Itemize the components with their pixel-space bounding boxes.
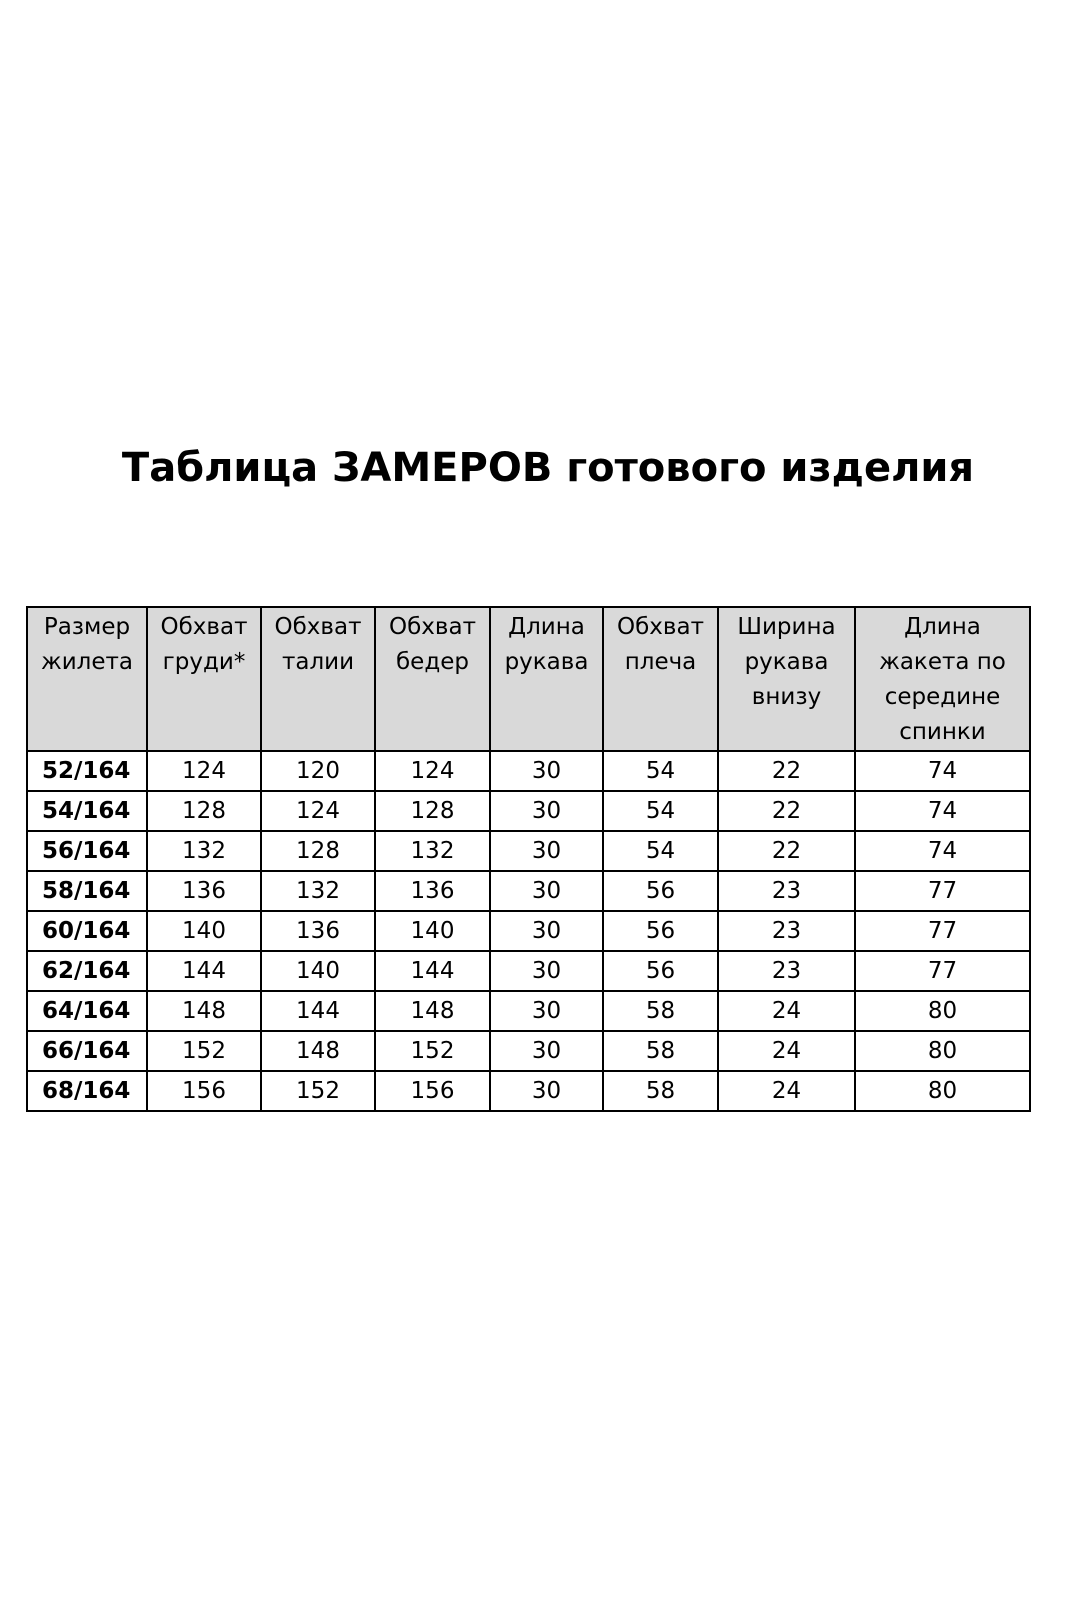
table-cell: 124	[147, 751, 261, 791]
column-header-line: плеча	[624, 649, 697, 675]
column-header-line: жакета по	[879, 649, 1006, 675]
table-row	[27, 911, 1030, 951]
column-header-line: жилета	[40, 649, 133, 675]
table-cell: 148	[147, 991, 261, 1031]
column-header-line: талии	[281, 649, 355, 675]
table-cell: 152	[147, 1031, 261, 1071]
table-cell: 144	[147, 951, 261, 991]
table-cell: 56	[603, 951, 718, 991]
column-header-line: бедер	[396, 649, 469, 675]
table-cell: 30	[490, 791, 603, 831]
table-cell: 74	[855, 831, 1030, 871]
table-cell: 128	[261, 831, 375, 871]
column-header-line: рукава	[504, 649, 589, 675]
table-cell: 30	[490, 751, 603, 791]
table-cell: 124	[375, 751, 490, 791]
table-body	[27, 751, 1030, 1111]
table-cell: 140	[261, 951, 375, 991]
column-header-line: внизу	[751, 684, 822, 710]
table-cell: 22	[718, 751, 855, 791]
column-header-line: Размер	[43, 614, 131, 640]
table-cell: 156	[375, 1071, 490, 1111]
table-cell: 22	[718, 831, 855, 871]
column-header-line: Обхват	[389, 614, 476, 640]
table-cell: 140	[147, 911, 261, 951]
table-cell: 23	[718, 911, 855, 951]
table-cell: 54	[603, 751, 718, 791]
table-cell: 30	[490, 911, 603, 951]
column-header-line: Обхват	[274, 614, 362, 640]
table-cell: 56	[603, 911, 718, 951]
table-cell: 30	[490, 871, 603, 911]
table-cell: 54	[603, 791, 718, 831]
table-cell: 23	[718, 871, 855, 911]
size-cell: 68/164	[27, 1071, 147, 1111]
table-cell: 132	[147, 831, 261, 871]
table-cell: 77	[855, 911, 1030, 951]
table-row	[27, 991, 1030, 1031]
size-cell: 64/164	[27, 991, 147, 1031]
table-cell: 56	[603, 871, 718, 911]
table-cell: 136	[147, 871, 261, 911]
table-cell: 148	[261, 1031, 375, 1071]
size-cell: 58/164	[27, 871, 147, 911]
table-cell: 30	[490, 951, 603, 991]
table-cell: 136	[375, 871, 490, 911]
column-header-line: спинки	[899, 719, 986, 745]
column-header	[718, 607, 855, 751]
column-header-line: Обхват	[160, 614, 248, 640]
table-cell: 140	[375, 911, 490, 951]
table-row	[27, 1071, 1030, 1111]
table-cell: 132	[375, 831, 490, 871]
table-cell: 144	[261, 991, 375, 1031]
column-header	[855, 607, 1030, 751]
table-cell: 24	[718, 1031, 855, 1071]
column-header-line: рукава	[744, 649, 829, 675]
table-cell: 128	[147, 791, 261, 831]
table-cell: 30	[490, 1031, 603, 1071]
column-header-line: Обхват	[617, 614, 704, 640]
table-cell: 156	[147, 1071, 261, 1111]
column-header	[375, 607, 490, 751]
table-header-row	[27, 607, 1030, 751]
table-cell: 124	[261, 791, 375, 831]
table-cell: 80	[855, 1071, 1030, 1111]
table-cell: 152	[375, 1031, 490, 1071]
column-header	[261, 607, 375, 751]
table-cell: 74	[855, 791, 1030, 831]
column-header	[603, 607, 718, 751]
table-cell: 144	[375, 951, 490, 991]
size-cell: 60/164	[27, 911, 147, 951]
table-row	[27, 1031, 1030, 1071]
table-cell: 30	[490, 991, 603, 1031]
column-header-line: Ширина	[737, 614, 836, 640]
page-title: Таблица ЗАМЕРОВ готового изделия	[121, 445, 975, 491]
table-cell: 58	[603, 1031, 718, 1071]
table-row	[27, 831, 1030, 871]
size-cell: 52/164	[27, 751, 147, 791]
column-header-line: середине	[884, 684, 1001, 710]
table-cell: 77	[855, 871, 1030, 911]
table-cell: 77	[855, 951, 1030, 991]
column-header-line: Длина	[508, 614, 585, 640]
table-cell: 120	[261, 751, 375, 791]
table-cell: 30	[490, 1071, 603, 1111]
table-cell: 58	[603, 1071, 718, 1111]
size-cell: 66/164	[27, 1031, 147, 1071]
column-header	[490, 607, 603, 751]
column-header	[27, 607, 147, 751]
table-cell: 80	[855, 991, 1030, 1031]
table-cell: 54	[603, 831, 718, 871]
table-row	[27, 791, 1030, 831]
table-cell: 24	[718, 1071, 855, 1111]
table-cell: 24	[718, 991, 855, 1031]
column-header-line: груди*	[162, 649, 246, 675]
table-cell: 30	[490, 831, 603, 871]
table-cell: 80	[855, 1031, 1030, 1071]
table-cell: 148	[375, 991, 490, 1031]
table-cell: 136	[261, 911, 375, 951]
column-header-line: Длина	[904, 614, 981, 640]
table-cell: 128	[375, 791, 490, 831]
table-cell: 132	[261, 871, 375, 911]
table-row	[27, 951, 1030, 991]
size-cell: 56/164	[27, 831, 147, 871]
column-header	[147, 607, 261, 751]
table-cell: 74	[855, 751, 1030, 791]
size-cell: 54/164	[27, 791, 147, 831]
measurements-table	[26, 606, 1031, 1112]
table-cell: 152	[261, 1071, 375, 1111]
table-row	[27, 751, 1030, 791]
size-cell: 62/164	[27, 951, 147, 991]
table-cell: 58	[603, 991, 718, 1031]
table-row	[27, 871, 1030, 911]
table-cell: 22	[718, 791, 855, 831]
table-cell: 23	[718, 951, 855, 991]
